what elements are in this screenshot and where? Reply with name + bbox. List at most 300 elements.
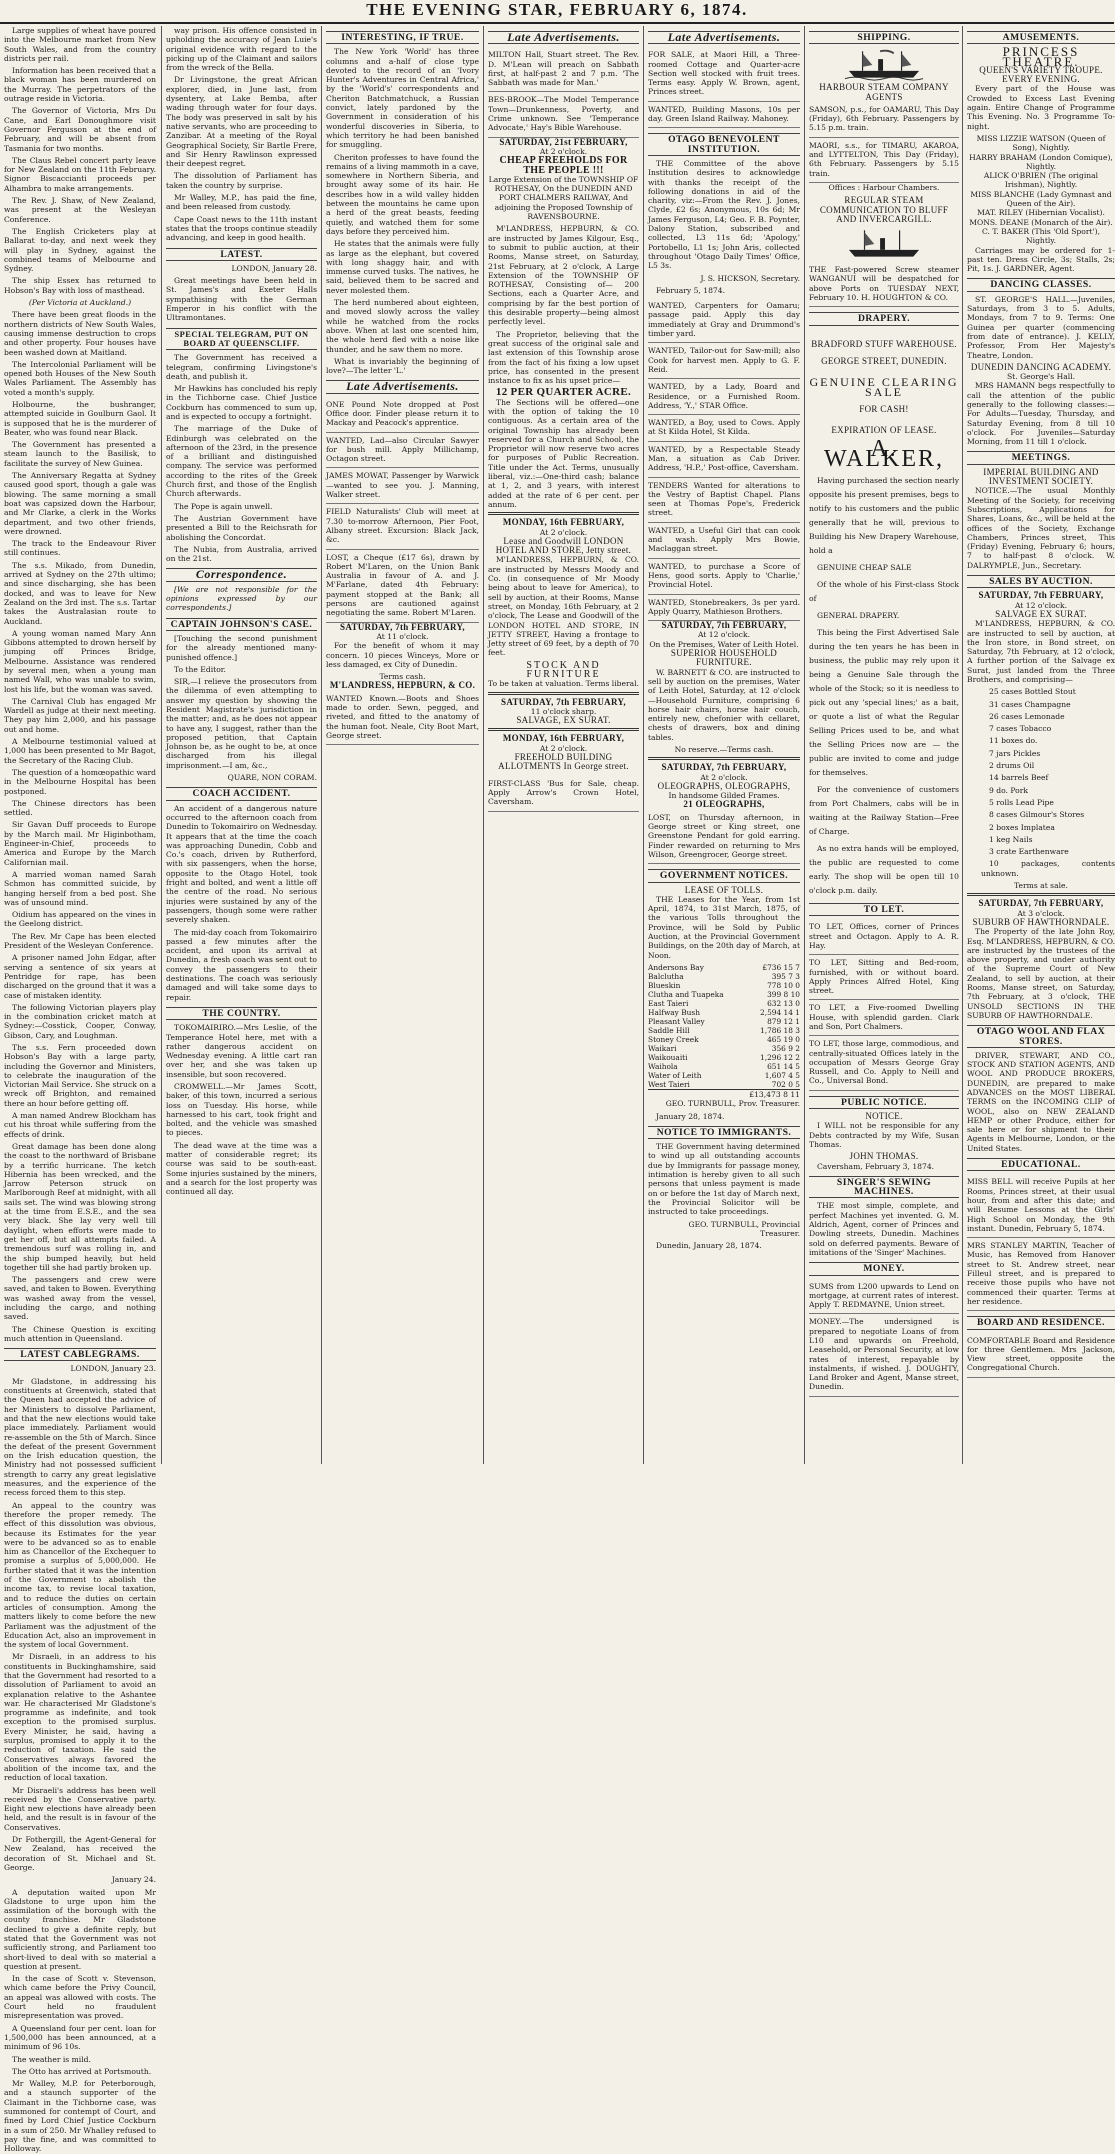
to-let-ad: TO LET, a Five-roomed Dwelling House, with splendid garden. Clark and Son, Port Chalmers. [809,1000,959,1036]
cast-member: MISS BLANCHE (Lady Gymnast and Queen of the Air). [970,189,1112,209]
stock-terms: To be taken at valuation. Terms liberal. [488,679,639,689]
cablegram-paragraph: In the case of Scott v. Stevenson, which came before the Privy Council, an appeal was allowed with costs. The Court held no fraudulent misrepresentation was proved. [4,1974,156,2021]
ad-lost-pendant: LOST, on Thursday afternoon, in George street or King street, one Greenstone Pendant for gold earring. Finder rewarded on returning to Mrs Wilson, Greengrocer, George street. [648,810,800,864]
column-4 [483,26,643,1464]
dancing-academy-sub: St. George's Hall. [1006,372,1076,382]
sale1-body: M'LANDRESS, HEPBURN, & CO. are instructed by James Kilgour, Esq., to submit to public auction, at their Rooms, Manse street, on Saturday, 21st February, at 2 o'clock, A Large Extension of the TOWNSHIP OF ROTHESAY, Consisting of— 200 Sections, each a Quarter Acre, and comprising by far the best portion of this desirable property—being almost perfectly level. [488,224,639,327]
tolls-row [648,1080,800,1089]
classified-ad: JAMES MOWAT, Passenger by Warwick—wanted to see you. J. Manning, Walker street. [326,468,479,504]
heading-latest: LATEST. [166,248,317,261]
news-paragraph: The passengers and crew were saved, and taken to Bowen. Everything was washed away from the vessel, including the cargo, and nothing saved. [4,1275,156,1322]
ad-money-1: SUMS from L200 upwards to Lend on mortgage, at current rates of interest. Apply T. REDMAYNE, Union street. [809,1279,959,1315]
auctioneer-name: M'LANDRESS, HEPBURN, & CO. [329,680,476,691]
st-georges-hall: ST. GEORGE'S HALL.—Juveniles, Saturdays, from 3 to 5. Adults, Mondays, from 7 to 9. Terms: One Guinea per quarter (commencing from date of entrance). J. KELLY, Professor, From Her Majesty's Theatre, London. [967,294,1115,360]
tolls-row [648,972,800,981]
to-let-list [809,919,959,1090]
cable-date-2: January 24. [111,1875,156,1885]
heading-correspondence: Correspondence. [166,568,317,581]
news-paragraph: Dr Livingstone, the great African explorer, died, in June last, from dysentery, at Lake Bemba, after wading through water for four days. The body was preserved in salt by his native servants, who are proceeding to Zanzibar. At a meeting of the Royal Geographical Society, Sir Bartle Frere, and Sir Henry Rawlinson expressed their deepest regret. [166,75,317,169]
ad-boots-wanted: WANTED Known.—Boots and Shoes made to order. Sewn, pegged, and riveted, and fitted to the anatomy of the human foot. Neale, City Boot Mart, George street. [326,691,479,745]
toll-name: Saddle Hill [648,1025,690,1035]
column-3 [321,26,483,1464]
sale1-title: CHEAP FREEHOLDS FOR THE PEOPLE !!! [499,155,628,176]
toll-name: Waihola [648,1061,678,1071]
toll-amount: 1,786 18 3 [760,1025,800,1035]
oleo-time: At 2 o'clock. [700,772,748,782]
c5-sale-body: W. BARNETT & CO. are instructed to sell by auction on the premises, Water of Leith Hotel, Saturday, at 12 o'clock—Household Furniture, comprising 6 horse hair chairs, horse hair couch, entirely new, chefonier with cellaret, chests of drawers, box and dining tables. [648,667,800,742]
toll-amount: 778 10 0 [767,980,800,990]
ad-board: COMFORTABLE Board and Residence for three Gentlemen. Mrs Jackson, View street, opposite the Congregational Church. [967,1333,1115,1378]
latest-body [166,276,317,322]
ad-samson: SAMSON, p.s., for OAMARU, This Day (Friday), 6th February. Passengers by 5.15 p.m. train. [809,102,959,138]
news-paragraph: The Anniversary Regatta at Sydney caused good sport, though a gale was blowing. The same morning a small boat was capsized down the Harbour, and Mr Clarke, a clerk in the Works department, and two other friends, were drowned. [4,471,156,536]
toll-amount: 1,296 12 2 [760,1052,800,1062]
news-paragraph: An accident of a dangerous nature occurred to the afternoon coach from Dunedin to Tokomairiro on Wednesday. It appears that at the time the coach was approaching Dunedin, Cobb and Co.'s coach, driven by Rutherford, with six passengers, when the horse, opposite to the Otago Hotel, took fright and bolted, and went a little off the centre of the road. No serious injuries were sustained by any of the passengers, though some were rather severely shaken. [166,803,317,925]
cablegram-paragraph: Mr Disraeli, in an address to his constituents in Buckinghamshire, said that the Government had resorted to a dissolution of Parliament to avoid an explanation relative to the Ashantee war. He characterised Mr Gladstone's programme as indefinite, and took exception to the promised surplus. Every Minister, he said, having a surplus, promised to apply it to the reduction of taxation. He said the Conservatives always favored the abolition of the income tax, and the reduction of local taxation. [4,1652,156,1783]
notice-body: I WILL not be responsible for any Debts contracted by my Wife, Susan Thomas. [809,1121,959,1149]
oleo-subtitle: In handsome Gilded Frames. [668,791,780,801]
heading-money: MONEY. [809,1262,959,1275]
heading-interesting-if-true: INTERESTING, IF TRUE. [326,31,479,44]
late-ads-list-2 [488,47,639,137]
toll-name: Andersons Bay [648,962,704,972]
news-paragraph: There have been great floods in the northern districts of New South Wales, causing immense destruction to crops and other property. Four houses have been washed down at Maitland. [4,310,156,357]
heading-amusements: AMUSEMENTS. [967,31,1115,44]
toll-amount: 399 8 10 [767,989,800,999]
news-paragraph: Large supplies of wheat have poured into the Melbourne market from New South Wales, and from the country districts per rail. [4,26,156,63]
telegram-paragraph: Mr Hawkins has concluded his reply in the Tichborne case. Chief Justice Cockburn has commenced to sum up, and is expected to occupy a fortnight. [166,384,317,421]
heading-benevolent: OTAGO BENEVOLENT INSTITUTION. [648,133,800,156]
news-paragraph: Great damage has been done along the coast to the northward of Brisbane by a terrific hurricane. The ketch Hibernia has been wrecked, and the Jarrow Peterson struck on Marlborough Reef at midnight, with all sails set. The wind was blowing strong at the time from E.S.E., and the sea very black. She lay very well till daylight, when efforts were made to get her off, but all attempts failed. A tremendous surf was rolling in, and the ship bumped heavily, but held together till she had partly broken up. [4,1141,156,1272]
toll-name: Clutha and Tuapeka [648,989,724,999]
salvage-item: 7 cases Tobacco [989,724,1052,734]
news-paragraph: Oidium has appeared on the vines in the Geelong district. [4,910,156,929]
toll-amount: 632 13 0 [767,998,800,1008]
sale1-subtitle: Large Extension of the TOWNSHIP OF ROTHESAY, On the DUNEDIN AND PORT CHALMERS RAILWAY, And adjoining the Proposed Township of RAVENSBOURNE. [488,174,639,222]
toll-amount: 356 9 2 [771,1043,800,1053]
sale1-more-2: The Sections will be offered—one with the option of taking the 10 contiguous. As a certain area of the original Township has already been reserved for a Church and School, the Proprietor will now reserve two acres for purposes of Public Recreation. Title under the Act. Terms, unusually liberal, viz.:—One-third cash; balance at 1, 2, and 3 years, with interest added at the rate of 6 per cent. per annum. [488,397,639,509]
news-paragraph: Holbourne, the bushranger, attempted suicide in Goulburn Gaol. It is supposed that he is the murderer of Beater, who was found near Black. [4,399,156,437]
tolls-row [648,1062,800,1071]
heading-singer: SINGER'S SEWING MACHINES. [809,1176,959,1199]
heading-wool-stores: OTAGO WOOL AND FLAX STORES. [967,1025,1115,1048]
sale1-date: SATURDAY, 21st FEBRUARY, [499,136,628,147]
heading-meetings: MEETINGS. [967,451,1115,464]
toll-amount: 465 19 0 [767,1034,800,1044]
heading-cablegrams: LATEST CABLEGRAMS. [4,1348,156,1361]
news-paragraph: The Carnival Club has engaged Mr Wardell as judge at their next meeting. They pay him 2,000, and his passage out and home. [4,696,156,734]
sale3-time: 11 o'clock sharp. [530,706,597,716]
news-paragraph: TOKOMAIRIRO.—Mrs Leslie, of the Temperance Hotel here, met with a rather dangerous accident on Wednesday evening. A little cart ran over her, and she was taken up insensible, but soon recovered. [166,1023,317,1079]
george-street: GEORGE STREET, DUNEDIN. [821,355,947,366]
classified-ad: WANTED, Building Masons, 10s per day. Green Island Railway. Mahoney. [648,102,800,129]
article-paragraph: What is invariably the beginning of love?—The letter 'L.' [326,356,479,376]
article-paragraph: Cheriton professes to have found the remains of a living mammoth in a cave, somewhere in Northern Siberia, and brought away some of its hair. He describes how in a wild valley hidden between the mountains he came upon a herd of the great beasts, feeding quietly, and watched them for some days before they perceived him. [326,152,479,236]
news-australia [4,310,156,1343]
wanted-ad: WANTED, Tailor-out for Saw-mill; also Cook for harvest men. Apply to G. F. Reid. [648,343,800,379]
news-paragraph: The ship Essex has returned to Hobson's Bay with loss of masthead. [4,276,156,295]
toll-name: West Taieri [648,1079,690,1089]
special-telegram-body [166,353,317,563]
bradford-warehouse: BRADFORD STUFF WAREHOUSE. [811,338,957,349]
heading-late-advertisements: Late Advertisements. [326,380,479,393]
heading-educational: EDUCATIONAL. [967,1158,1115,1171]
news-paragraph: A Melbourne testimonial valued at 1,000 has been presented to Mr Bagot, the Secretary of the Racing Club. [4,737,156,765]
news-paragraph: The Claus Rebel concert party leave for New Zealand on the 11th February. Signor Biscaccianti proceeds per Alhambra to make arrangements. [4,155,156,193]
regular-steam: REGULAR STEAM COMMUNICATION TO BLUFF AND INVERCARGILL. [819,195,949,224]
walker-name: A. WALKER, [824,436,944,472]
dancing-academy: DUNEDIN DANCING ACADEMY. [970,361,1112,372]
captain-johnson-body [166,634,317,770]
walker-paragraph: As no extra hands will be employed, the public are requested to come early. The shop will be open till 10 o'clock p.m. daily. [809,844,959,896]
column-1 [4,26,160,2154]
sale1-time: At 2 o'clock. [539,146,588,156]
sale2-time: At 2 o'clock. [539,527,588,537]
wanted-ad: WANTED, Carpenters for Oamaru; passage paid. Apply this day immediately at Gray and Drummond's timber yard. [648,298,800,343]
news-paragraph: The track to the Endeavour River still continues. [4,539,156,558]
walker-paragraph: GENUINE CHEAP SALE [817,563,912,573]
news-paragraph: The Rev. Mr Cape has been elected President of the Wesleyan Conference. [4,931,156,951]
wanted-ad: WANTED, a Boy, used to Cows. Apply at St Kilda Hotel, St Kilda. [648,415,800,442]
c5-sale-location: On the Premises, Water of Leith Hotel. [649,639,799,649]
notice-sign: JOHN THOMAS. [849,1151,919,1162]
news-paragraph: The dissolution of Parliament has taken the country by surprise. [166,171,317,190]
cable-date: LONDON, January 23. [70,1364,156,1374]
news-paragraph: Sir Gavan Duff proceeds to Europe by the March mail. Mr Higinbotham, Engineer-in-Chief, proceeds to America and Europe by the March Californian mail. [4,820,156,867]
heading-notice-immigrants: NOTICE TO IMMIGRANTS. [648,1126,800,1139]
tolls-table [648,963,800,1089]
to-let-ad: TO LET, those large, commodious, and centrally-situated Offices lately in the occupation of Messrs George Gray Russell, and Co. Apply to Neill and Co., Universal Bond. [809,1036,959,1090]
cablegram-paragraph: The Otto has arrived at Portsmouth. [12,2066,152,2076]
heading-captain-johnson: CAPTAIN JOHNSON'S CASE. [166,618,317,631]
correspondence-note: [We are not responsible for the opinions expressed by our correspondents.] [166,584,317,613]
harbour-steam-company: HARBOUR STEAM COMPANY AGENTS [819,82,949,102]
news-continued [166,26,317,243]
c5-sale-reserve: No reserve.—Terms cash. [674,745,774,754]
news-paragraph: Mr Walley, M.P., has paid the fine, and been released from custody. [166,193,317,212]
salvage-date: SATURDAY, 7th FEBRUARY, [978,590,1104,601]
sale4-time: At 2 o'clock. [539,743,588,753]
news-paragraph: The question of a homœopathic ward in the Melbourne Hospital has been postponed. [4,767,156,796]
for-cash: FOR CASH! [859,403,909,414]
news-paragraph: CROMWELL.—Mr James Scott, baker, of this town, incurred a serious loss on Tuesday. His horse, while harnessed to his cart, took fright and bolted, and the vehicle was smashed to pieces. [166,1081,317,1138]
toll-amount: £736 15 7 [762,962,800,972]
tolls-row [648,1017,800,1026]
salvage-terms: Terms at sale. [1014,881,1068,891]
sale2-date: MONDAY, 16th FEBRUARY, [502,517,625,528]
news-paragraph: The Rev. J. Shaw, of New Zealand, was present at the Wesleyan Conference. [4,196,156,224]
tolls-row [648,999,800,1008]
sale4-title: FREEHOLD BUILDING ALLOTMENTS In George street. [498,752,629,772]
telegram-paragraph: The Government has received a telegram, confirming Livingstone's death, and publish it. [166,353,317,381]
news-paragraph: The English Cricketers play at Ballarat to-day, and next week they will play in Sydney, against the combined teams of Melbourne and Sydney. [4,226,156,274]
tolls-row [648,1044,800,1053]
heading-shipping: SHIPPING. [809,31,959,44]
classified-ad: LOST, a Cheque (£17 6s), drawn by Robert M'Laren, on the Union Bank Australia in favour of A. and J. M'Farlane, dated 4th February: payment stopped at the Bank; all persons are cautioned against negotiating the same. Robert M'Laren. [326,550,479,623]
toll-name: Waikari [648,1043,677,1053]
c5-sale-time: At 12 o'clock. [697,630,751,640]
tolls-row [648,1026,800,1035]
sale2-body: M'LANDRESS, HEPBURN, & CO. are instructed by Messrs Moody and Co. (in consequence of Mr Moody being about to leave for America), to sell by auction, at their Rooms, Manse street, on Monday, 16th February, at 2 o'clock, The Lease and Goodwill of the LONDON HOTEL AND STORE, IN JETTY STREET, Having a frontage to Jetty street of 69 feet, by a depth of 70 feet. [488,555,639,658]
lease-body: THE Leases for the Year, from 1st April, 1874, to 31st March, 1875, of the various Tolls throughout the Province, will be Sold by Public Auction, at the Provincial Government Buildings, on the 20th day of March, at Noon. [648,894,800,960]
benevolent-date: February 5, 1874. [656,285,725,295]
sale1-more: The Proprietor, believing that the great success of the original sale and last extension of this Township arose from the fact of his fixing a low upset price, has consented in the present instance to fix as his upset price— [488,329,639,386]
stock-heading: STOCK AND FURNITURE [526,659,601,680]
classified-ad: FIELD Naturalists' Club will meet at 7.30 to-morrow Afternoon, Pier Foot, Albany street. Excursion: Black Jack, &c. [326,504,479,549]
heading-government-notices: GOVERNMENT NOTICES. [648,869,800,882]
steamship-icon [845,47,923,81]
interesting-body [326,47,479,375]
heading-late-advertisements-3: Late Advertisements. [648,31,800,44]
to-let-ad: TO LET, Sitting and Bed-room, furnished, with or without board. Apply Princes Alfred Hotel, King street. [809,955,959,1000]
oleo-count: 21 OLEOGRAPHS, [683,799,765,810]
carriages: Carriages may be ordered for 1-past ten. Dress Circle, 3s; Stalls, 2s; Pit, 1s. J. GARDNER, Agent. [967,245,1115,274]
steamship-icon-2 [845,226,923,260]
toll-name: Halfway Bush [648,1007,700,1017]
salvage-item: 26 cases Lemonade [989,711,1065,721]
column-6 [804,26,963,1464]
salvage-item: 9 do. Pork [989,785,1028,795]
suburb-time: At 3 o'clock. [1017,908,1065,918]
salvage-body: M'LANDRESS, HEPBURN, & CO. are instructed to sell by auction, at the Iron store, in Bond street, on Saturday, 7th February, at 12 o'clock, A further portion of the Salvage ex Surat, just landed from the Three Brothers, and comprising— [967,619,1115,684]
salvage-item: 10 packages, contents unknown. [981,859,1115,878]
toll-amount: 395 7 3 [771,971,800,981]
suburb-body: The Property of the late John Roy, Esq. M'LANDRESS, HEPBURN, & CO. are instructed by the trustees of the above property, and under authority of the Supreme Court of New Zealand, to sell by auction, at their Rooms, Manse street, on Saturday, 7th February, at 3 o'clock, THE UNSOLD SECTIONS IN THE SUBURB OF HAWTHORNDALE. [967,927,1115,1020]
heading-board-residence: BOARD AND RESIDENCE. [967,1316,1115,1329]
cast-member: ALICK O'BRIEN (The original Irishman), Nightly. [983,171,1099,190]
cablegrams-body [4,1377,156,1872]
news-paragraph: A married woman named Sarah Schmon has committed suicide, by hanging herself from a bed post. She was of unsound mind. [4,869,156,907]
salvage-item: 25 cases Bottled Stout [989,687,1076,697]
tolls-total: £13,473 8 11 [648,1089,800,1099]
toll-name: Blueskin [648,980,681,990]
imperial-body: NOTICE.—The usual Monthly Meeting of the Society, for receiving Subscriptions, Applications for Shares, Loans, &c., will be held at the offices of the Society, Exchange Chambers, Princes street, This (Friday) Evening, February 6; hours, 7 to half-past 8 o'clock. W. DALRYMPLE, Jun., Secretary. [967,486,1115,570]
ad-miss-bell: MISS BELL will receive Pupils at her Rooms, Princes street, at their usual hour, from and after this date; and will Resume Lessons at the Girls' High School on Monday, the 9th instant. Dunedin, February 5, 1874. [967,1174,1115,1238]
classified-ad: MILTON Hall, Stuart street. The Rev. D. M'Lean will preach on Sabbath first, at half-past 2 and 7 p.m. 'The Sabbath was made for Man.' [488,47,639,92]
imperial-society: IMPERIAL BUILDING AND INVESTMENT SOCIETY. [983,466,1099,487]
heading-special-telegram: SPECIAL TELEGRAM, PUT ON BOARD AT QUEENSCLIFF. [166,328,317,351]
wool-body: DRIVER, STEWART, AND CO., STOCK AND STATION AGENTS, AND WOOL AND PRODUCE BROKERS, DUNEDIN, are prepared to make ADVANCES on the MOST LIBERAL TERMS on the INCOMING CLIP of WOOL, also on NEW ZEALAND HEMP or other Produce, either for sale here or for shipment to their Agents in Melbourne, London, or the United States. [967,1050,1115,1153]
singer-body: THE most simple, complete, and perfect Machines yet invented. G. M. Aldrich, Agent, corner of Princes and Dowling streets, Dunedin. Machines sold on deferred payments. Beware of imitations of the 'Singer' Machines. [809,1201,959,1257]
news-paragraph: The Governor of Victoria, Mrs Du Cane, and Earl Donoughmore visit Governor Fergusson at the end of February, and will be absent from Tasmania for two months. [4,106,156,153]
suburb-date: SATURDAY, 7th FEBRUARY, [978,898,1104,909]
news-paragraph: A young woman named Mary Ann Gibbons attempted to drown herself by jumping off Princes Bridge, Melbourne. Assistance was rendered by several men, when a young man named Wall, who was unable to swim, lost his life, but the woman was saved. [4,628,156,694]
salvage-item: 7 jars Pickles [989,748,1041,758]
tolls-row [648,963,800,972]
salvage-items [967,687,1115,878]
letter-paragraph: To the Editor. [174,664,226,674]
classified-ad: WANTED, Lad—also Circular Sawyer for bush mill. Apply Millichamp, Octagon street. [326,433,479,469]
to-let-ad: TO LET, Offices, corner of Princes street and Octagon. Apply to A. R. Hay. [809,919,959,955]
notice-date: Caversham, February 3, 1874. [817,1161,935,1171]
news-paragraph: The Intercolonial Parliament will be opened both Houses of the New South Wales Parliament. The Assembly has voted a month's supply. [4,359,156,397]
tolls-row [648,1008,800,1017]
salvage-item: 31 cases Champagne [989,699,1071,709]
hamann-body: MRS HAMANN begs respectfully to call the attention of the public generally to the following classes:—For Adults—Tuesday, Thursday, and Saturday Evening, from 8 till 10 o'clock. For Juveniles—Saturday Morning, from 11 till 1 o'clock. [967,381,1115,447]
news-paragraph: The dead wave at the time was a matter of considerable regret; its course was said to be south-east. Some injuries sustained by the miners, and a search for the lost property was continued all day. [166,1140,317,1197]
news-paragraph: The Chinese directors has been settled. [4,798,156,818]
wanted-ad: WANTED, to purchase a Score of Hens, good sorts. Apply to 'Charlie,' Provincial Hotel. [648,559,800,595]
ad-money-2: MONEY.—The undersigned is prepared to negotiate Loans of from L10 and upwards on Freehold, Leasehold, or Personal Security, at low rates of interest, repayable by instalments, if wished. J. DOUGHTY, Land Broker and Agent, Manse street, Dunedin. [809,1314,959,1396]
salvage-item: 5 rolls Lead Pipe [989,797,1054,807]
masthead: THE EVENING STAR, FEBRUARY 6, 1874. [0,0,1114,24]
benevolent-body: THE Committee of the above Institution desires to acknowledge with thanks the receipt of the following donations in aid of the charity, viz:—From the Rev. J. Jones, Clyde, £2 6s; Anonymous, 10s 6d; Mr James Ferguson, L4; Geo. F. B. Poynter, Dalony Station, subscribed and collected, L3 11s 6d; 'Apology,' Portobello, L1 1s; John Aris, collected throughout 'Otago Daily Times' Office, L5 3s. [648,158,800,271]
classified-ad: FOR SALE, at Maori Hill, a Three-roomed Cottage and Quarter-acre Section well stocked with fruit trees. Terms easy. Apply W. Brown, agent, Princes street. [648,47,800,101]
country-body [166,1023,317,1196]
cast-member: HARRY BRAHAM (London Comique), Nightly. [969,152,1113,171]
ad-maori: MAORI, s.s., for TIMARU, AKAROA, and LYTTELTON, This Day (Friday), 6th February. Passengers by 5.15 train. [809,138,959,183]
salvage-item: 8 cases Gilmour's Stores [989,810,1085,820]
sale-time: At 11 o'clock. [376,631,429,641]
news-paragraph: The mid-day coach from Tokomairiro passed a few minutes after the accident, and upon its arrival at Dunedin, a fresh coach was sent out to convey the passengers to their destinations. The coach was seriously damaged and will take some days to repair. [166,927,317,1002]
late-ads-list-3 [648,47,800,128]
cast-member: MISS LIZZIE WATSON (Queen of Song), Nightly. [976,133,1106,153]
walker-body [809,474,959,898]
walker-paragraph: For the convenience of customers from Port Chalmers, cabs will be in waiting at the Railway Station—Free of Charge. [809,785,959,837]
sale-text: For the benefit of whom it may concern. 10 pieces Winceys, More or less damaged, ex City of Dunedin. [326,641,479,669]
tolls-row [648,981,800,990]
column-2 [161,26,321,1464]
wanted-ads-list [648,298,800,621]
offices: Offices : Harbour Chambers. [828,182,940,192]
heading-coach-accident: COACH ACCIDENT. [166,787,317,800]
cast-member: MONS. DEANE (Monarch of the Air). [969,217,1113,227]
sale3-title: SALVAGE, EX SURAT. [516,715,611,726]
news-paragraph: A man named Andrew Blockham has cut his throat while suffering from the effects of drink. [4,1111,156,1139]
sale-terms: Terms cash. [379,672,426,682]
article-paragraph: He states that the animals were fully as large as the elephant, but covered with long shaggy hair, and with immense curved tusks. The natives, he said, believed them to be sacred and never molested them. [326,239,479,295]
heading-late-advertisements-2: Late Advertisements. [488,31,639,44]
wanted-ad: TENDERS Wanted for alterations to the Vestry of Baptist Chapel. Plans seen at Thomas Pope's, Frederick street. [648,478,800,523]
cast-list [967,134,1115,246]
news-paragraph: Information has been received that a black woman has been murdered on the Murray. The perpetrators of the outrage reside in Victoria. [4,66,156,104]
news-paragraph: The s.s. Fern proceeded down Hobson's Bay with a large party, including the Governor and Ministers, to celebrate the inauguration of the Victorian Mail Service. She struck on a wreck off Brighton, and remained there an hour before getting off. [4,1042,156,1108]
cast-member: MAT. RILEY (Hibernian Vocalist). [977,208,1105,218]
tolls-row [648,1071,800,1080]
heading-dancing: DANCING CLASSES. [967,278,1115,291]
article-paragraph: The herd numbered about eighteen, and moved slowly across the valley while he watched from the rocks above. When at last one scented him, the whole herd fled with a noise like thunder, and he saw them no more. [326,298,479,354]
ad-stanley-martin: MRS STANLEY MARTIN, Teacher of Music, has Removed from Hanover street to St. Andrew street, near Filleul street, and is prepared to receive those pupils who have not commenced their quarter. Terms at her residence. [967,1238,1115,1311]
article-paragraph: The New York 'World' has three columns and a-half of close type devoted to the record of an 'Ivory Hunter's Adventures in Central Africa,' by the 'World's' correspondents and Cheriton Batchmatchuck, a Russian convict, lately pardoned by the Government in consideration of his wonderful discoveries in Siberia, to which territory he had been banished for smuggling. [326,47,479,150]
heading-public-notice: PUBLIC NOTICE. [809,1096,959,1109]
toll-amount: 651 14 5 [767,1061,800,1071]
news-paragraph: way prison. His offence consisted in upholding the accuracy of Jean Luie's original evidence with regard to the picking up of the Claimant and sailors from the wreck of the Bella. [166,26,317,73]
walker-paragraph: This being the First Advertised Sale during the ten years he has been in business, the public may rely upon it being a Genuine Sale through the whole of the Stock; so it is needless to pick out any 'special lines;' as a bait, or quote a list of what the Regular Selling Prices used to be, and what the Selling Prices now are — the public are invited to come and judge for themselves. [809,628,959,778]
walker-paragraph: Having purchased the section nearly opposite his present premises, begs to notify to his customers and the public generally that he will, previous to Building his New Drapery Warehouse, hold a [809,476,959,556]
news-paragraph: The Government has presented a steam launch to the Basilisk, to facilitate the survey of New Guinea. [4,440,156,468]
notice-title: NOTICE. [865,1111,903,1122]
news-paragraph: Great meetings have been held in St. James's and Exeter Halls sympathising with the German Emperor in his conflict with the Ultramontanes. [166,276,317,323]
sale-date: SATURDAY, 7th FEBRUARY, [340,621,465,632]
toll-name: Water of Leith [648,1070,702,1080]
wanted-ad: WANTED, by a Lady, Board and Residence, or a Furnished Room. Address, 'Y.,' STAR Office. [648,379,800,415]
late-ads-list [326,397,479,623]
benevolent-sign: J. S. HICKSON, Secretary. [700,273,800,283]
expiration-of-lease: EXPIRATION OF LEASE. [831,425,937,436]
sale4-date: MONDAY, 16th FEBRUARY, [502,733,625,744]
gov-date: January 28, 1874. [656,1111,725,1121]
toll-amount: 2,594 14 1 [760,1007,800,1017]
cablegram-paragraph: The weather is mild. [12,2054,91,2064]
salvage-item: 3 crate Earthenware [989,847,1069,857]
toll-name: East Taieri [648,998,689,1008]
salvage-item: 2 boxes Implatea [989,822,1055,832]
salvage-time: At 12 o'clock. [1014,600,1068,610]
sale2-title: Lease and Goodwill LONDON HOTEL AND STORE, Jetty street. [495,535,632,556]
c5-sale-date: SATURDAY, 7th FEBRUARY, [661,620,787,631]
clearing-sale: GENUINE CLEARING SALE [809,375,959,399]
news-paragraph: The s.s. Mikado, from Dunedin, arrived at Sydney on the 27th ultimo; and since discharging, she has been docked, and was to leave for New Zealand on the 3rd inst. The s.s. Tartar takes the Australasian route to Auckland. [4,560,156,626]
cablegram-paragraph: Mr Disraeli's address has been well received by the Conservative party. Eight new elections have already been held, and the result is in favour of the Conservatives. [4,1785,156,1832]
tolls-row [648,1053,800,1062]
correspondent-signature: QUARE, NON CORAM. [227,773,317,783]
letter-paragraph: SIR,—I relieve the prosecutors from the dilemma of even attempting to answer my question by showing the Resident Magistrate's jurisdiction in the matter; and, as he does not appear to have any, I suggest, rather than the proposed petition, that Captain Johnson be, as he ought to be, at once discharged from his illegal imprisonment.—I am, &c., [166,677,317,770]
coach-accident-body [166,804,317,1002]
cablegram-paragraph: Mr Gladstone, in addressing his constituents at Greenwich, stated that the Queen had accepted the advice of her Ministers to dissolve Parliament, and that the new elections would take place immediately. Parliament would re-assemble on the 5th of March. Since the defeat of the present Government on the Irish education question, the Ministry had not possessed sufficient strength to carry any great legislative measures, and the experience of the recess forced them to this step. [4,1376,156,1498]
tolls-row [648,990,800,999]
telegram-paragraph: The Pope is again unwell. [174,501,273,511]
toll-amount: 702 0 5 [771,1079,800,1089]
heading-drapery: DRAPERY. [809,312,959,325]
oleo-title: OLEOGRAPHS, OLEOGRAPHS, [657,780,791,791]
classified-ad: ONE Pound Note dropped at Post Office door. Finder please return it to Mackay and Peacock's apprentice. [326,397,479,433]
telegram-paragraph: The Austrian Government have presented a Bill to the Reichsrath for abolishing the Concordat. [166,513,317,542]
heading-to-let: TO LET. [809,903,959,916]
sale3-date: SATURDAY, 7th FEBRUARY, [501,696,626,707]
cablegram-paragraph: An appeal to the country was therefore the proper remedy. The effect of this dissolution was obvious, because its Estimates for the year were to be advanced so as to enable him as Chancellor of the Exchequer to promise a surplus of 5,000,000. He further stated that it was the intention of the Government to abolish the income tax, to revise local taxation, and to reduce the duties on certain articles of consumption. Among the matters likely to come before the new Parliament was the adjustment of the Education Act, also an improvement in the system of local Government. [4,1500,156,1650]
wanted-ad: WANTED, by a Respectable Steady Man, a situation as Cab Driver. Address, 'H.P.,' Post-office, Caversham. [648,442,800,478]
cablegrams-body-2 [4,1888,156,2154]
salvage-item: 11 boxes do. [989,736,1038,746]
heading-sales-by-auction: SALES BY AUCTION. [967,575,1115,588]
heading-lease-of-tolls: LEASE OF TOLLS. [684,884,764,895]
classified-ad: BES-BROOK—The Model Temperance Town—Drunkenness, Poverty, and Crime unknown. See 'Temperance Advocate,' Hay's Bible Warehouse. [488,92,639,137]
byline: (Per Victoria at Auckland.) [28,298,132,308]
wanted-ad: WANTED, Stonebreakers, 3s per yard. Apply Quarry, Mathieson Brothers. [648,595,800,622]
immigrants-body: THE Government having determined to wind up all outstanding accounts due by Immigrants for passage money, intimation is hereby given to all such persons that unless payment is made on or before the 1st day of March next, the Provincial Solicitor will be instructed to take proceedings. [648,1142,800,1217]
toll-name: Pleasant Valley [648,1016,705,1026]
salvage-item: 1 keg Nails [989,834,1033,844]
walker-paragraph: Of the whole of his First-class Stock of [809,580,959,604]
column-7 [962,26,1115,1464]
toll-amount: 879 12 1 [767,1016,800,1026]
cablegram-paragraph: A deputation waited upon Mr Gladstone to urge upon him the assimilation of the borough with the county franchise. Mr Gladstone declined to give a definite reply, but stated that the Government was not sufficiently strong, and Parliament too short-lived to deal with so material a question at present. [4,1887,156,1971]
princess-theatre: PRINCESS THEATRE. [1002,44,1080,69]
suburb-title: SUBURB OF HAWTHORNDALE. [972,916,1110,927]
letter-paragraph: [Touching the second punishment for the already mentioned many-punished offence.] [166,633,317,662]
toll-name: Waikouaiti [648,1052,688,1062]
immigrants-date: Dunedin, January 28, 1874. [656,1241,762,1251]
oleo-date: SATURDAY, 7th FEBRUARY, [661,762,787,773]
cast-member: C. T. BAKER (This 'Old Sport'), Nightly. [981,226,1100,246]
toll-name: Balclutha [648,971,684,981]
latest-date: LONDON, January 28. [231,263,317,273]
salvage-item: 14 barrels Beef [989,773,1049,783]
cablegram-paragraph: Dr Fothergill, the Agent-General for New Zealand, has received the decoration of St. Michael and St. George. [4,1835,156,1872]
c5-sale-title: SUPERIOR HOUSEHOLD FURNITURE. [670,648,778,668]
salvage-title: SALVAGE EX SURAT. [995,608,1087,619]
news-paragraph: The following Victorian players play in the combination cricket match at Sydney:—Cosstick, Cooper, Conway, Gibson, Cary, and Loughman. [4,1002,156,1040]
salvage-item: 2 drums Oil [989,761,1035,771]
ad-wanganui: THE Fast-powered Screw steamer WANGANUI will be despatched for above Ports on TUESDAY NEXT, February 10. H. HOUGHTON & CO. [809,262,959,307]
immigrants-sign: GEO. TURNBULL, Provincial Treasurer. [688,1219,800,1238]
news-paragraph: A prisoner named John Edgar, after serving a sentence of six years at Pentridge for rape, has been discharged on the ground that it was a case of mistaken identity. [4,953,156,1000]
amusements-body: Every part of the House was Crowded to Excess Last Evening again. Entire Change of Programme This Evening. No. 3 Programme To-night. [967,84,1115,131]
telegram-paragraph: The Nubia, from Australia, arrived on the 21st. [166,544,317,564]
gov-signature: GEO. TURNBULL, Prov. Treasurer. [665,1099,800,1109]
toll-amount: 1,607 4 5 [764,1070,800,1080]
sale1-price: 12 PER QUARTER ACRE. [495,386,632,399]
